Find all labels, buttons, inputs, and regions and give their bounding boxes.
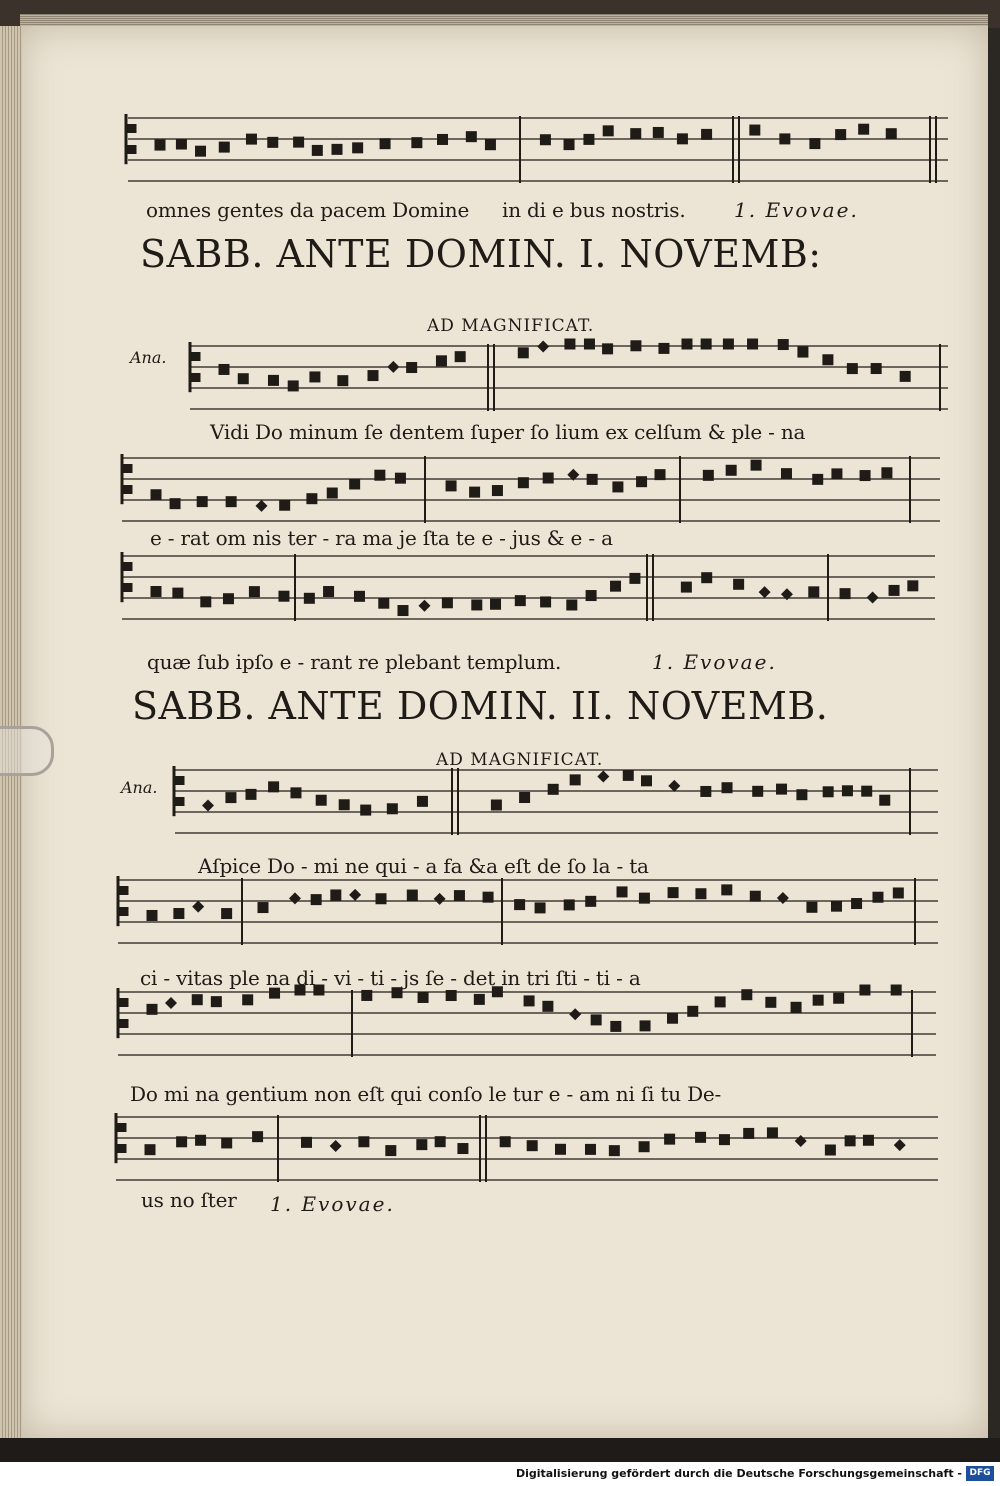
- neume-note: [245, 789, 256, 800]
- neume-note: [623, 770, 634, 781]
- lyric-line: quæ ſub ipſo e - rant re plebant templum.: [147, 650, 562, 674]
- neume-note: [570, 774, 581, 785]
- clef-mark: [176, 776, 185, 785]
- neume-note: [380, 138, 391, 149]
- neume-note: [352, 142, 363, 153]
- lyric-line: us no ſter: [141, 1188, 237, 1212]
- neume-note: [225, 792, 236, 803]
- neume-note: [195, 146, 206, 157]
- neume-note: [610, 581, 621, 592]
- neume-note: [584, 339, 595, 350]
- euouae-label: 1. Evovae.: [734, 198, 859, 222]
- clef-mark: [118, 1123, 127, 1132]
- neume-note: [893, 887, 904, 898]
- neume-note: [491, 800, 502, 811]
- neume-note: [437, 134, 448, 145]
- neume-note: [566, 599, 577, 610]
- neume-note: [246, 134, 257, 145]
- neume-note: [147, 910, 158, 921]
- neume-note: [695, 888, 706, 899]
- neume-note: [861, 786, 872, 797]
- lyric-line: Vidi Do minum ſe dentem ſuper ſo lium ex celſum & ple - na: [210, 420, 806, 444]
- neume-note: [454, 890, 465, 901]
- neume-rhombus: [165, 997, 177, 1009]
- neume-note: [268, 375, 279, 386]
- neume-note: [176, 139, 187, 150]
- neume-note: [330, 889, 341, 900]
- neume-note: [378, 598, 389, 609]
- lyric-line: Aſpice Do - mi ne qui - a fa &a eſt de ſo la - ta: [198, 854, 649, 878]
- neume-note: [514, 899, 525, 910]
- neume-note: [312, 145, 323, 156]
- neume-note: [268, 781, 279, 792]
- neume-note: [636, 476, 647, 487]
- neume-note: [703, 470, 714, 481]
- neume-rhombus: [894, 1139, 906, 1151]
- neume-note: [257, 902, 268, 913]
- clef-mark: [120, 1019, 129, 1028]
- neume-note: [907, 580, 918, 591]
- neume-rhombus: [777, 892, 789, 904]
- neume-rhombus: [202, 800, 214, 812]
- neume-note: [701, 129, 712, 140]
- neume-note: [695, 1132, 706, 1143]
- neume-note: [249, 586, 260, 597]
- neume-note: [327, 488, 338, 499]
- neume-note: [242, 994, 253, 1005]
- neume-note: [872, 892, 883, 903]
- neume-note: [197, 496, 208, 507]
- section-heading: SABB. ANTE DOMIN. II. NOVEMB.: [132, 684, 829, 728]
- neume-rhombus: [349, 889, 361, 901]
- neume-note: [776, 784, 787, 795]
- neume-note: [151, 586, 162, 597]
- neume-note: [360, 805, 371, 816]
- neume-note: [147, 1004, 158, 1015]
- neume-note: [681, 339, 692, 350]
- neume-note: [564, 899, 575, 910]
- neume-note: [306, 493, 317, 504]
- neume-note: [860, 470, 871, 481]
- neume-note: [290, 787, 301, 798]
- neume-note: [806, 902, 817, 913]
- lyric-line: omnes gentes da pacem Domine: [146, 198, 470, 222]
- neume-note: [886, 128, 897, 139]
- neume-note: [831, 468, 842, 479]
- neume-note: [743, 1128, 754, 1139]
- neume-note: [749, 125, 760, 136]
- lyric-line: Do mi na gentium non eſt qui conſo le tur e - am ni ſi tu De-: [130, 1082, 722, 1106]
- neume-note: [585, 1144, 596, 1155]
- neume-note: [847, 363, 858, 374]
- neume-note: [741, 989, 752, 1000]
- neume-note: [796, 789, 807, 800]
- neume-note: [316, 795, 327, 806]
- neume-note: [833, 993, 844, 1004]
- neume-note: [446, 480, 457, 491]
- euouae-label: 1. Evovae.: [652, 650, 777, 674]
- neume-rhombus: [569, 1008, 581, 1020]
- neume-note: [518, 477, 529, 488]
- neume-note: [842, 785, 853, 796]
- neume-note: [416, 1139, 427, 1150]
- neume-note: [639, 1141, 650, 1152]
- neume-rhombus: [192, 901, 204, 913]
- neume-note: [687, 1006, 698, 1017]
- neume-note: [667, 1013, 678, 1024]
- neume-note: [797, 347, 808, 358]
- euouae-label: 1. Evovae.: [270, 1192, 395, 1216]
- neume-note: [641, 775, 652, 786]
- neume-note: [812, 474, 823, 485]
- neume-note: [267, 137, 278, 148]
- neume-note: [337, 375, 348, 386]
- neume-note: [455, 351, 466, 362]
- neume-note: [653, 127, 664, 138]
- neume-note: [701, 572, 712, 583]
- neume-note: [564, 339, 575, 350]
- neume-rhombus: [867, 592, 879, 604]
- neume-note: [879, 795, 890, 806]
- neume-note: [304, 593, 315, 604]
- neume-note: [765, 997, 776, 1008]
- neume-note: [367, 370, 378, 381]
- section-subheading: AD MAGNIFICAT.: [436, 750, 604, 770]
- neume-note: [721, 884, 732, 895]
- neume-note: [466, 131, 477, 142]
- neume-note: [221, 908, 232, 919]
- neume-note: [535, 902, 546, 913]
- neume-note: [252, 1131, 263, 1142]
- neume-note: [779, 133, 790, 144]
- neume-note: [176, 1136, 187, 1147]
- neume-note: [323, 586, 334, 597]
- neume-note: [822, 354, 833, 365]
- neume-note: [221, 1137, 232, 1148]
- neume-note: [349, 478, 360, 489]
- neume-note: [751, 460, 762, 471]
- neume-note: [435, 1136, 446, 1147]
- neume-note: [585, 896, 596, 907]
- neume-rhombus: [418, 600, 430, 612]
- neume-note: [358, 1136, 369, 1147]
- neume-note: [778, 339, 789, 350]
- neume-note: [301, 1137, 312, 1148]
- neume-note: [681, 582, 692, 593]
- neume-rhombus: [537, 340, 549, 352]
- neume-note: [543, 472, 554, 483]
- neume-note: [781, 468, 792, 479]
- neume-rhombus: [668, 780, 680, 792]
- clef-mark: [128, 145, 137, 154]
- neume-note: [630, 128, 641, 139]
- neume-note: [219, 142, 230, 153]
- neume-rhombus: [434, 893, 446, 905]
- section-heading: SABB. ANTE DOMIN. I. NOVEMB:: [140, 232, 822, 276]
- neume-note: [668, 887, 679, 898]
- neume-note: [677, 133, 688, 144]
- neume-note: [219, 364, 230, 375]
- neume-note: [173, 908, 184, 919]
- neume-note: [387, 803, 398, 814]
- neume-note: [809, 138, 820, 149]
- clef-mark: [120, 998, 129, 1007]
- neume-note: [813, 995, 824, 1006]
- neume-note: [658, 343, 669, 354]
- neume-note: [226, 496, 237, 507]
- neume-note: [586, 590, 597, 601]
- neume-note: [170, 498, 181, 509]
- neume-note: [858, 124, 869, 135]
- neume-note: [722, 782, 733, 793]
- neume-note: [524, 995, 535, 1006]
- neume-note: [354, 591, 365, 602]
- neume-note: [881, 467, 892, 478]
- neume-note: [603, 125, 614, 136]
- antiphon-label: Ana.: [121, 778, 158, 797]
- neume-note: [791, 1002, 802, 1013]
- neume-note: [726, 465, 737, 476]
- neume-note: [385, 1145, 396, 1156]
- neume-note: [406, 362, 417, 373]
- neume-note: [871, 363, 882, 374]
- neume-rhombus: [289, 892, 301, 904]
- neume-note: [278, 591, 289, 602]
- digitization-credit: Digitalisierung gefördert durch die Deutsche Forschungsgemeinschaft -: [515, 1467, 962, 1480]
- neume-note: [490, 599, 501, 610]
- neume-note: [238, 373, 249, 384]
- clef-mark: [124, 464, 133, 473]
- neume-note: [492, 485, 503, 496]
- neume-note: [540, 134, 551, 145]
- neume-note: [851, 898, 862, 909]
- neume-note: [808, 586, 819, 597]
- clef-mark: [176, 797, 185, 806]
- clef-mark: [120, 886, 129, 895]
- neume-note: [548, 784, 559, 795]
- neume-note: [591, 1014, 602, 1025]
- clef-mark: [120, 907, 129, 916]
- neume-note: [200, 596, 211, 607]
- neume-note: [309, 371, 320, 382]
- neume-note: [195, 1135, 206, 1146]
- neume-note: [483, 892, 494, 903]
- neume-note: [211, 996, 222, 1007]
- neume-note: [889, 585, 900, 596]
- neume-note: [172, 588, 183, 599]
- neume-note: [515, 595, 526, 606]
- neume-note: [519, 792, 530, 803]
- neume-note: [701, 339, 712, 350]
- neume-note: [339, 799, 350, 810]
- neume-note: [331, 144, 342, 155]
- neume-note: [500, 1136, 511, 1147]
- neume-note: [612, 481, 623, 492]
- dfg-logo: DFG: [966, 1466, 994, 1481]
- clef-mark: [192, 373, 201, 382]
- neume-note: [311, 894, 322, 905]
- neume-note: [540, 596, 551, 607]
- neume-note: [564, 139, 575, 150]
- neume-note: [891, 985, 902, 996]
- neume-note: [376, 893, 387, 904]
- neume-note: [151, 489, 162, 500]
- neume-note: [587, 474, 598, 485]
- neume-note: [823, 786, 834, 797]
- neume-note: [664, 1134, 675, 1145]
- neume-note: [700, 786, 711, 797]
- neume-note: [471, 599, 482, 610]
- clef-mark: [124, 562, 133, 571]
- neume-note: [485, 139, 496, 150]
- neume-note: [723, 339, 734, 350]
- neume-note: [469, 487, 480, 498]
- neume-note: [752, 786, 763, 797]
- neume-note: [442, 597, 453, 608]
- neume-note: [446, 990, 457, 1001]
- antiphon-label: Ana.: [130, 348, 167, 367]
- neume-rhombus: [330, 1140, 342, 1152]
- neume-note: [845, 1135, 856, 1146]
- clef-mark: [124, 485, 133, 494]
- neume-note: [542, 1001, 553, 1012]
- neume-note: [418, 992, 429, 1003]
- neume-note: [436, 355, 447, 366]
- neume-note: [555, 1144, 566, 1155]
- lyric-line: e - rat om nis ter - ra ma je ſta te e - jus & e - a: [150, 526, 613, 550]
- neume-note: [407, 890, 418, 901]
- neume-note: [617, 886, 628, 897]
- section-subheading: AD MAGNIFICAT.: [427, 316, 595, 336]
- neume-note: [223, 593, 234, 604]
- neume-note: [395, 473, 406, 484]
- neume-note: [411, 137, 422, 148]
- neume-note: [835, 129, 846, 140]
- neume-rhombus: [795, 1135, 807, 1147]
- neume-note: [840, 588, 851, 599]
- clef-mark: [192, 352, 201, 361]
- neume-note: [192, 994, 203, 1005]
- neume-note: [374, 470, 385, 481]
- neume-rhombus: [255, 500, 267, 512]
- neume-rhombus: [597, 770, 609, 782]
- neume-note: [417, 796, 428, 807]
- neume-note: [767, 1127, 778, 1138]
- clef-mark: [124, 583, 133, 592]
- neume-note: [610, 1021, 621, 1032]
- neume-rhombus: [387, 361, 399, 373]
- neume-rhombus: [759, 586, 771, 598]
- neume-note: [474, 994, 485, 1005]
- neume-note: [609, 1145, 620, 1156]
- neume-note: [361, 990, 372, 1001]
- neume-note: [639, 893, 650, 904]
- neume-note: [719, 1134, 730, 1145]
- lyric-line: in di e bus nostris.: [502, 198, 686, 222]
- neume-note: [715, 996, 726, 1007]
- clef-mark: [128, 124, 137, 133]
- neume-note: [655, 469, 666, 480]
- neume-note: [900, 371, 911, 382]
- neume-note: [583, 134, 594, 145]
- neume-note: [747, 339, 758, 350]
- neume-note: [527, 1140, 538, 1151]
- neume-note: [863, 1135, 874, 1146]
- neume-note: [397, 605, 408, 616]
- clef-mark: [118, 1144, 127, 1153]
- neume-note: [279, 500, 290, 511]
- neume-note: [155, 140, 166, 151]
- neume-note: [629, 573, 640, 584]
- neume-note: [288, 380, 299, 391]
- neume-note: [630, 340, 641, 351]
- lyric-line: ci - vitas ple na di - vi - ti - js ſe - det in tri ſti - ti - a: [140, 966, 641, 990]
- neume-note: [457, 1143, 468, 1154]
- neume-note: [293, 137, 304, 148]
- neume-note: [750, 891, 761, 902]
- neume-note: [145, 1144, 156, 1155]
- neume-note: [825, 1144, 836, 1155]
- neume-note: [518, 347, 529, 358]
- neume-note: [640, 1020, 651, 1031]
- neume-note: [831, 901, 842, 912]
- neume-note: [602, 343, 613, 354]
- neume-note: [733, 579, 744, 590]
- neume-note: [859, 985, 870, 996]
